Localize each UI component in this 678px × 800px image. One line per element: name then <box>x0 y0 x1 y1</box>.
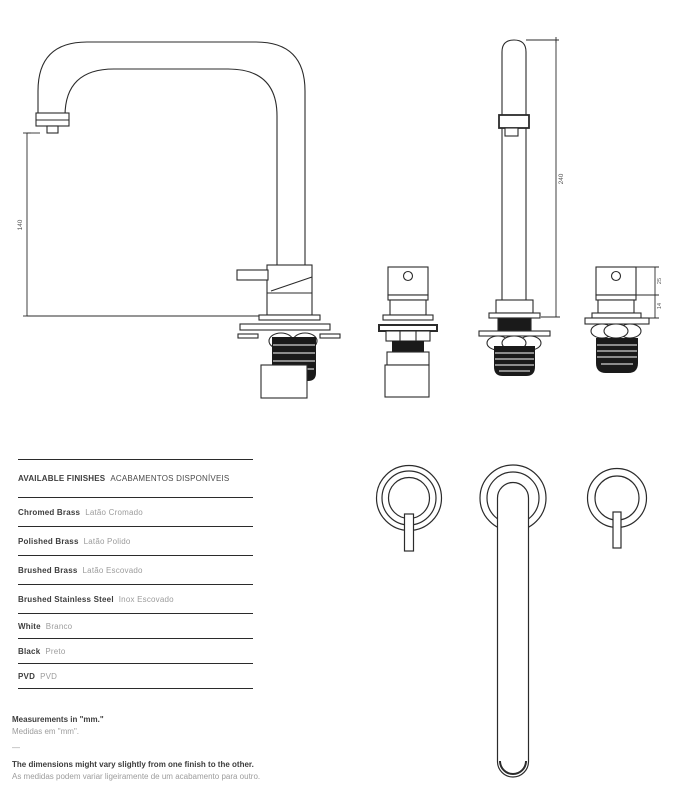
note-measurements-pt: Medidas em "mm". <box>12 727 80 736</box>
finish-row-white <box>18 613 253 638</box>
faucet-side-view-drawing <box>10 25 350 400</box>
supply-block <box>261 365 307 398</box>
spout-plan-view <box>480 465 546 777</box>
dimension-240 <box>526 37 560 317</box>
finish-row-black <box>18 638 253 663</box>
spout-arm <box>498 483 529 778</box>
finishes-title-pt: ACABAMENTOS DISPONÍVEIS <box>110 474 230 483</box>
finish-name-pt: Latão Escovado <box>82 565 143 575</box>
spout-inner-contour <box>65 69 277 265</box>
finishes-header-row <box>18 459 253 497</box>
dimension-label-handle-base: 14 <box>657 302 663 310</box>
finish-row-polished-brass <box>18 526 253 555</box>
handle-lever <box>237 270 268 280</box>
finish-name-en: Polished Brass <box>18 536 79 546</box>
finishes-table <box>18 459 253 689</box>
deck-flange <box>259 315 320 320</box>
finish-name-en: Black <box>18 646 41 656</box>
finish-name-en: White <box>18 621 41 631</box>
finish-name-en: Chromed Brass <box>18 507 81 517</box>
dimension-25-14 <box>636 267 659 318</box>
finish-name-pt: Inox Escovado <box>118 594 174 604</box>
faucet-plan-views-drawing <box>370 440 678 790</box>
note-variance-en: The dimensions might vary slightly from one finish to the other. <box>12 760 254 769</box>
mount-tab-right <box>320 334 340 338</box>
notes-block <box>12 714 260 783</box>
finish-name-pt: Latão Cromado <box>85 507 143 517</box>
finish-name-pt: Preto <box>45 646 66 656</box>
handle-pin <box>612 272 621 281</box>
finish-name-en: PVD <box>18 671 36 681</box>
finish-row-chromed-brass <box>18 497 253 526</box>
mount-tab-left <box>238 334 258 338</box>
valve-front-view-right <box>585 267 649 373</box>
valve-plan-view-right <box>588 469 647 549</box>
lever-stub <box>405 514 414 551</box>
dimension-label-handle-head: 25 <box>657 277 663 285</box>
faucet-front-views-drawing <box>375 28 678 400</box>
dimension-140 <box>23 133 259 316</box>
handle-pin <box>404 272 413 281</box>
aerator <box>47 126 58 133</box>
deck-plate <box>240 324 330 330</box>
threaded-shank <box>596 338 638 373</box>
valve-plan-view-left <box>377 466 442 552</box>
spout-outer-contour <box>38 42 305 265</box>
dimension-label-spout-side-height: 140 <box>17 219 24 231</box>
dimension-label-spout-front-height: 240 <box>558 173 565 185</box>
note-measurements-en: Measurements in "mm." <box>12 715 104 724</box>
note-separator: — <box>12 743 20 752</box>
finish-row-pvd <box>18 663 253 688</box>
finish-name-pt: PVD <box>40 671 58 681</box>
finishes-title-en: AVAILABLE FINISHES <box>18 474 106 483</box>
lever-stub <box>613 512 621 548</box>
valve-front-view-left <box>379 267 437 397</box>
finish-name-en: Brushed Stainless Steel <box>18 594 114 604</box>
spout-collar <box>499 115 529 128</box>
mount-nut <box>604 324 628 338</box>
spout-front-view <box>479 40 550 376</box>
finish-row-brushed-brass <box>18 555 253 584</box>
note-variance-pt: As medidas podem variar ligeiramente de um acabamento para outro. <box>12 772 261 781</box>
finish-row-brushed-stainless-steel <box>18 584 253 613</box>
finish-name-en: Brushed Brass <box>18 565 78 575</box>
finish-name-pt: Latão Polido <box>83 536 131 546</box>
finish-name-pt: Branco <box>45 621 73 631</box>
